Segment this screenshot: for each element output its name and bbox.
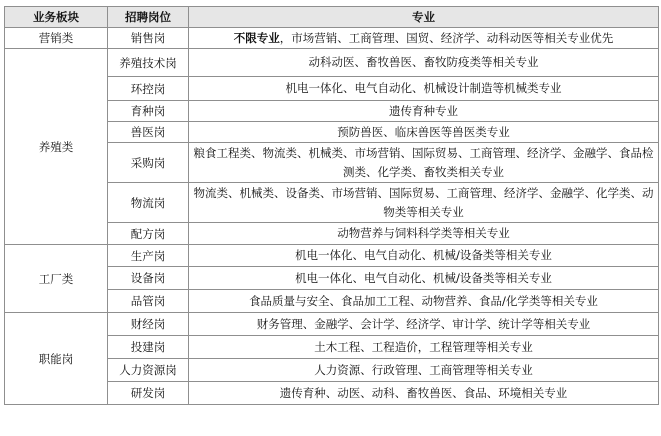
position-cell: 兽医岗 xyxy=(108,122,189,143)
position-cell: 财经岗 xyxy=(108,313,189,336)
table-row xyxy=(5,49,659,77)
major-cell: 遗传育种、动医、动科、畜牧兽医、食品、环境相关专业 xyxy=(189,382,659,405)
major-cell: 食品质量与安全、食品加工工程、动物营养、食品/化学类等相关专业 xyxy=(189,290,659,313)
position-cell: 环控岗 xyxy=(108,77,189,101)
business-segment-cell: 营销类 xyxy=(5,28,108,49)
major-cell: 预防兽医、临床兽医等兽医类专业 xyxy=(189,122,659,143)
header-major: 专业 xyxy=(189,7,659,28)
major-cell: 机电一体化、电气自动化、机械设计制造等机械类专业 xyxy=(189,77,659,101)
business-segment-cell: 养殖类 xyxy=(5,49,108,245)
major-cell: 财务管理、金融学、会计学、经济学、审计学、统计学等相关专业 xyxy=(189,313,659,336)
major-text: ，市场营销、工商管理、国贸、经济学、动科动医等相关专业优先 xyxy=(279,30,614,45)
position-cell: 养殖技术岗 xyxy=(108,49,189,77)
business-segment-cell: 工厂类 xyxy=(5,245,108,313)
position-cell: 配方岗 xyxy=(108,223,189,245)
header-row xyxy=(5,7,659,28)
position-cell: 人力资源岗 xyxy=(108,359,189,382)
position-cell: 育种岗 xyxy=(108,101,189,122)
position-cell: 生产岗 xyxy=(108,245,189,267)
major-cell: 机电一体化、电气自动化、机械/设备类等相关专业 xyxy=(189,245,659,267)
major-cell: 粮食工程类、物流类、机械类、市场营销、国际贸易、工商管理、经济学、金融学、食品检测类、化学类、畜牧类相关专业 xyxy=(189,143,659,183)
major-cell: 土木工程、工程造价，工程管理等相关专业 xyxy=(189,336,659,359)
table-row xyxy=(5,245,659,267)
position-cell: 设备岗 xyxy=(108,267,189,290)
table-body xyxy=(5,28,659,405)
position-cell: 物流岗 xyxy=(108,183,189,223)
recruitment-table xyxy=(4,6,659,405)
position-cell: 采购岗 xyxy=(108,143,189,183)
position-cell: 销售岗 xyxy=(108,28,189,49)
position-cell: 投建岗 xyxy=(108,336,189,359)
header-business-segment: 业务板块 xyxy=(5,7,108,28)
major-cell: 机电一体化、电气自动化、机械/设备类等相关专业 xyxy=(189,267,659,290)
table-row xyxy=(5,313,659,336)
major-cell: 遗传育种专业 xyxy=(189,101,659,122)
major-cell: 动物营养与饲料科学类等相关专业 xyxy=(189,223,659,245)
business-segment-cell: 职能岗 xyxy=(5,313,108,405)
major-cell: 动科动医、畜牧兽医、畜牧防疫类等相关专业 xyxy=(189,49,659,77)
table-row xyxy=(5,28,659,49)
position-cell: 品管岗 xyxy=(108,290,189,313)
position-cell: 研发岗 xyxy=(108,382,189,405)
major-cell xyxy=(189,28,659,49)
major-cell: 物流类、机械类、设备类、市场营销、国际贸易、工商管理、经济学、金融学、化学类、动物类等相关专业 xyxy=(189,183,659,223)
major-cell: 人力资源、行政管理、工商管理等相关专业 xyxy=(189,359,659,382)
header-position: 招聘岗位 xyxy=(108,7,189,28)
major-emphasis: 不限专业 xyxy=(233,30,280,45)
